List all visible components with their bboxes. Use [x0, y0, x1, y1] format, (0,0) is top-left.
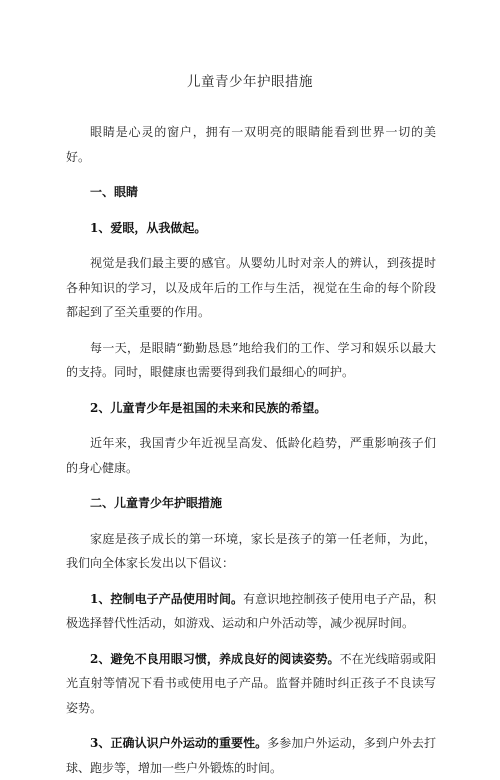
point-2-paragraph-1: 近年来，我国青少年近视呈高发、低龄化趋势，严重影响孩子们的身心健康。	[66, 436, 436, 475]
measure-3-text: 多参加户外运动，多到户外去打球、跑步等，增加一些户外锻炼的时间。	[66, 736, 436, 775]
measure-2	[66, 647, 436, 721]
measure-2-lead: 2、避免不良用眼习惯，养成良好的阅读姿势。	[90, 651, 340, 666]
point-1-paragraph-1: 视觉是我们最主要的感官。从婴幼儿时对亲人的辨认，到孩提时各种知识的学习，以及成年后的工作与生活，视觉在生命的每个阶段都起到了至关重要的作用。	[66, 256, 436, 319]
measure-1	[66, 587, 436, 636]
point-1-paragraph-2: 每一天，是眼睛“勤勤恳恳”地给我们的工作、学习和娱乐以最大的支持。同时，眼健康也需要得到我们最细心的呵护。	[66, 340, 436, 379]
measure-1-text: 有意识地控制孩子使用电子产品，积极选择替代性活动，如游戏、运动和户外活动等，减少视屏时间。	[66, 591, 436, 630]
section-2-intro: 家庭是孩子成长的第一环境，家长是孩子的第一任老师，为此，我们向全体家长发出以下倡议：	[66, 531, 436, 570]
section-2-heading: 二、儿童青少年护眼措施	[90, 496, 223, 510]
point-2-heading: 2、儿童青少年是祖国的未来和民族的希望。	[90, 400, 327, 415]
point-1-heading: 1、爱眼，从我做起。	[90, 220, 207, 235]
document-title: 儿童青少年护眼措施	[187, 74, 313, 90]
measure-1-lead: 1、控制电子产品使用时间。	[90, 591, 244, 606]
section-1-heading: 一、眼睛	[90, 185, 139, 199]
measure-3-lead: 3、正确认识户外运动的重要性。	[90, 736, 268, 750]
intro-paragraph: 眼睛是心灵的窗户，拥有一双明亮的眼睛能看到世界一切的美好。	[66, 125, 436, 164]
measure-2-text: 不在光线暗弱或阳光直射等情况下看书或使用电子产品。监督并随时纠正孩子不良读写姿势。	[66, 651, 436, 715]
document-body	[66, 120, 436, 780]
measure-3	[66, 731, 436, 780]
